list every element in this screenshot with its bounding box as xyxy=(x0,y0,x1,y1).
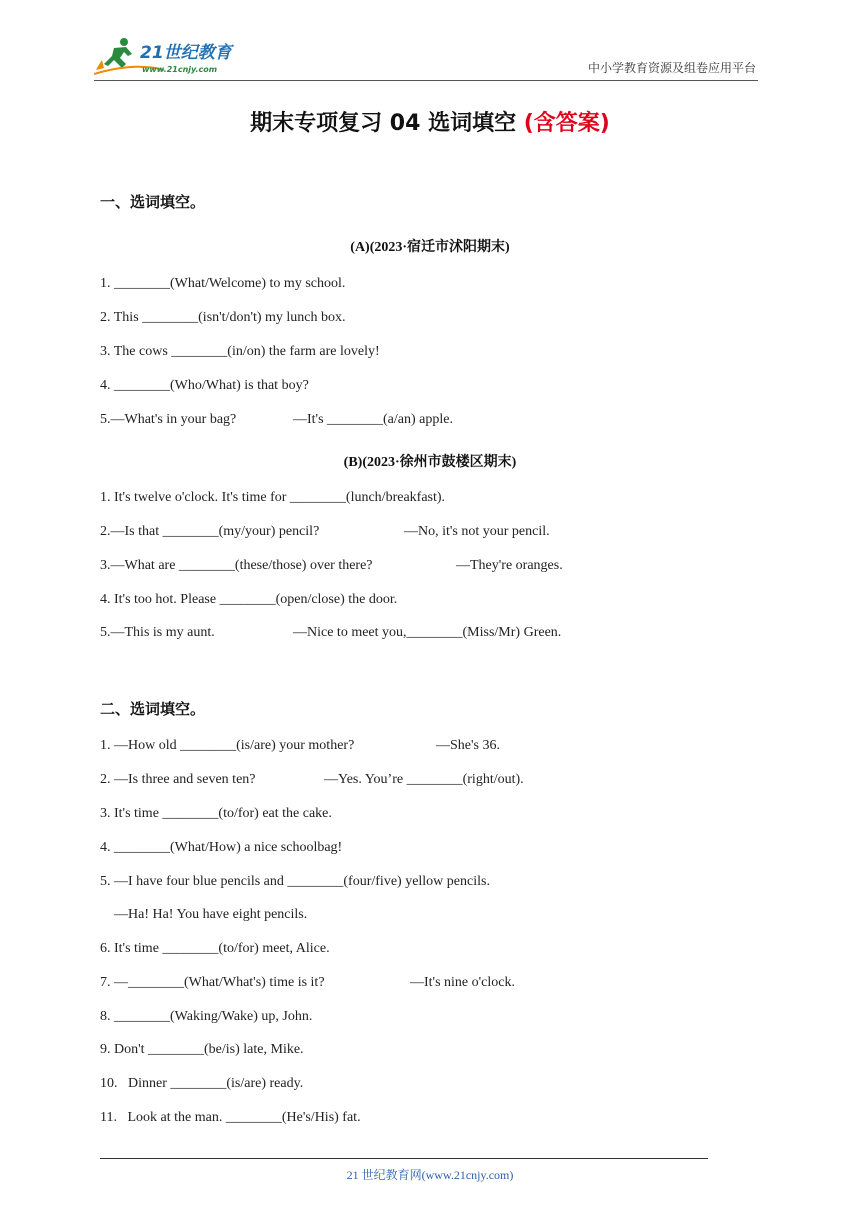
runner-logo-icon xyxy=(94,36,264,76)
question-2-5: 5. —I have four blue pencils and ________(four/five) yellow pencils. xyxy=(100,874,490,889)
page-header xyxy=(94,36,758,81)
question-2-8: 8. ________(Waking/Wake) up, John. xyxy=(100,1009,313,1024)
question-b5: 5.—This is my aunt. —Nice to meet you,________(Miss/Mr) Green. xyxy=(100,625,562,640)
question-2-2-reply: —Yes. You’re ________(right/out). xyxy=(324,772,524,787)
section-heading-1: 一、选词填空。 xyxy=(100,193,206,211)
question-a3: 3. The cows ________(in/on) the farm are lovely! xyxy=(100,344,380,359)
question-2-1-reply: —She's 36. xyxy=(436,738,500,753)
question-2-6: 6. It's time ________(to/for) meet, Alice. xyxy=(100,941,330,956)
section-heading-2: 二、选词填空。 xyxy=(100,700,206,718)
part-label-a: (A)(2023·宿迁市沭阳期末) xyxy=(350,240,510,255)
question-2-11: 11. Look at the man. ________(He's/His) fat. xyxy=(100,1110,361,1125)
question-2-1: 1. —How old ________(is/are) your mother? —She's 36. xyxy=(100,738,500,753)
platform-name: 中小学教育资源及组卷应用平台 xyxy=(587,61,756,75)
question-b2-reply: —No, it's not your pencil. xyxy=(404,524,550,539)
question-2-4: 4. ________(What/How) a nice schoolbag! xyxy=(100,840,343,855)
question-b3: 3.—What are ________(these/those) over there? —They're oranges. xyxy=(100,558,563,573)
question-b3-reply: —They're oranges. xyxy=(456,558,563,573)
part-label-b: (B)(2023·徐州市鼓楼区期末) xyxy=(343,455,517,470)
question-2-3: 3. It's time ________(to/for) eat the cake. xyxy=(100,806,332,821)
question-2-7-reply: —It's nine o'clock. xyxy=(410,975,515,990)
question-2-10: 10. Dinner ________(is/are) ready. xyxy=(100,1076,304,1091)
title-main: 期末专项复习 04 选词填空 xyxy=(250,111,524,136)
question-a4: 4. ________(Who/What) is that boy? xyxy=(100,378,309,393)
question-b4: 4. It's too hot. Please ________(open/close) the door. xyxy=(100,592,398,607)
site-logo xyxy=(94,36,264,76)
question-b2: 2.—Is that ________(my/your) pencil? —No, it's not your pencil. xyxy=(100,524,550,539)
question-2-7: 7. —________(What/What's) time is it? —It's nine o'clock. xyxy=(100,975,515,990)
logo-text: 21世纪教育 xyxy=(140,43,232,63)
question-2-9: 9. Don't ________(be/is) late, Mike. xyxy=(100,1042,304,1057)
question-2-5-reply: —Ha! Ha! You have eight pencils. xyxy=(100,907,308,922)
question-a1: 1. ________(What/Welcome) to my school. xyxy=(100,276,346,291)
question-2-2: 2. —Is three and seven ten? —Yes. You’re ________(right/out). xyxy=(100,772,524,787)
question-b5-reply: —Nice to meet you,________(Miss/Mr) Green. xyxy=(293,625,562,640)
page-title xyxy=(0,106,860,137)
page-footer: 21 世纪教育网(www.21cnjy.com) xyxy=(346,1168,514,1182)
footer-divider xyxy=(100,1158,708,1159)
title-answer-note: (含答案) xyxy=(523,111,610,136)
question-a5: 5.—What's in your bag? —It's ________(a/an) apple. xyxy=(100,412,453,427)
question-b1: 1. It's twelve o'clock. It's time for ________(lunch/breakfast). xyxy=(100,490,446,505)
question-a2: 2. This ________(isn't/don't) my lunch box. xyxy=(100,310,346,325)
question-a5-reply: —It's ________(a/an) apple. xyxy=(293,412,453,427)
logo-url: www.21cnjy.com xyxy=(142,65,218,74)
